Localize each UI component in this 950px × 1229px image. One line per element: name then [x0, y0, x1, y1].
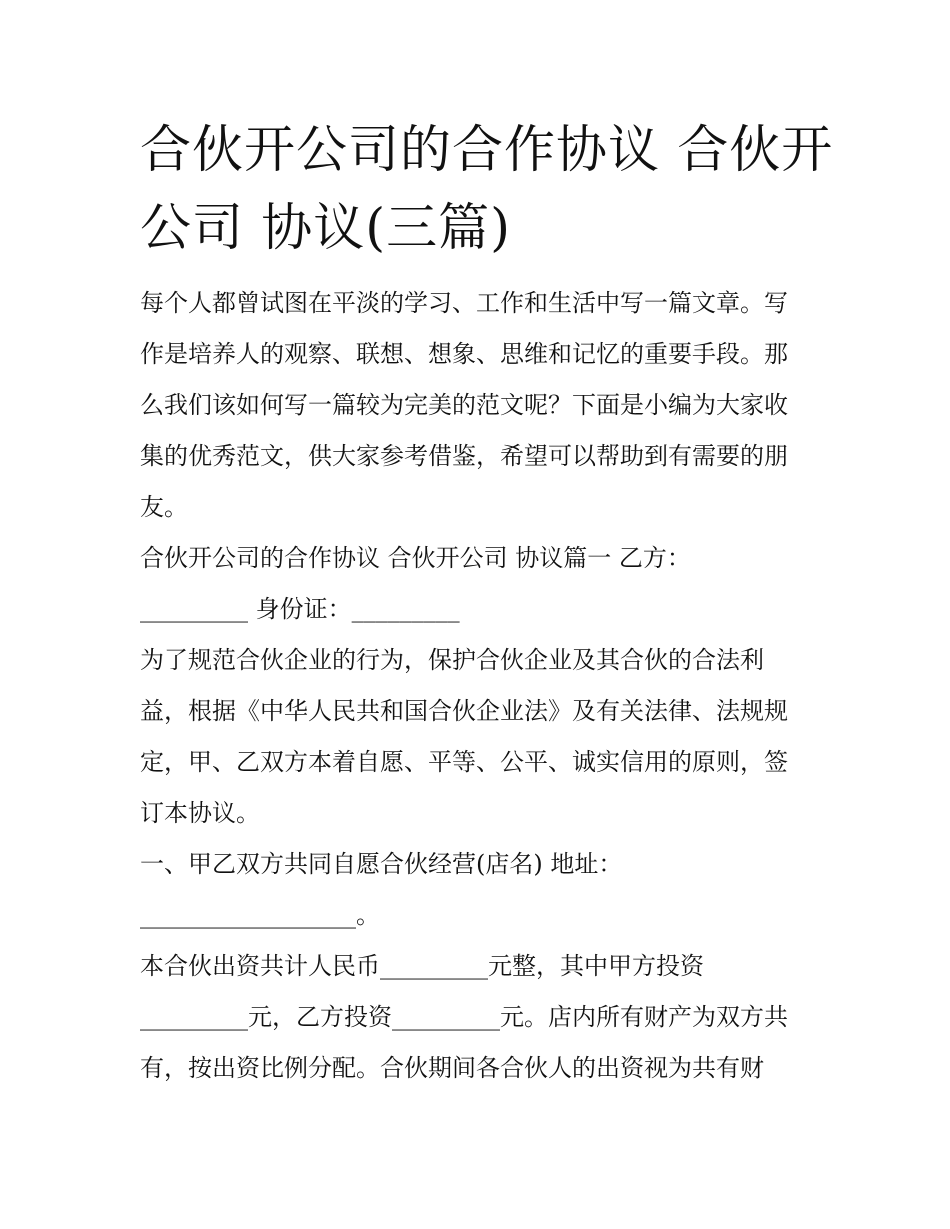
section-heading-line: 合伙开公司的合作协议 合伙开公司 协议篇一 乙方： [140, 544, 691, 572]
clause-line: 有，按出资比例分配。合伙期间各合伙人的出资视为共有财 [140, 1054, 764, 1082]
document-page [140, 112, 834, 1094]
body-line: 为了规范合伙企业的行为，保护合伙企业及其合伙的合法利 [140, 646, 764, 674]
clause-line: 本合伙出资共计人民币_________元整，其中甲方投资 [140, 952, 704, 980]
document-title [140, 112, 834, 268]
body-line: 么我们该如何写一篇较为完美的范文呢？下面是小编为大家收 [140, 391, 788, 419]
body-line: 定，甲、乙双方本着自愿、平等、公平、诚实信用的原则，签 [140, 748, 788, 776]
clause-line: _________元，乙方投资_________元。店内所有财产为双方共 [140, 1003, 788, 1031]
body-line: 益，根据《中华人民共和国合伙企业法》及有关法律、法规规 [140, 697, 788, 725]
body-line: 每个人都曾试图在平淡的学习、工作和生活中写一篇文章。写 [140, 289, 788, 317]
title-line-2: 公司 协议(三篇) [140, 199, 512, 258]
body-line: 订本协议。 [140, 799, 260, 827]
clause-line: 一、甲乙双方共同自愿合伙经营(店名) 地址： [140, 850, 623, 878]
body-line: 作是培养人的观察、联想、想象、思维和记忆的重要手段。那 [140, 340, 788, 368]
id-blank-line: _________ 身份证：_________ [140, 595, 460, 623]
body-line: 友。 [140, 493, 188, 521]
document-body [140, 278, 812, 1094]
title-spacer [140, 268, 812, 278]
body-line: 集的优秀范文，供大家参考借鉴，希望可以帮助到有需要的朋 [140, 442, 788, 470]
address-blank-line: __________________。 [140, 901, 380, 929]
title-line-1: 合伙开公司的合作协议 合伙开 [140, 121, 834, 180]
